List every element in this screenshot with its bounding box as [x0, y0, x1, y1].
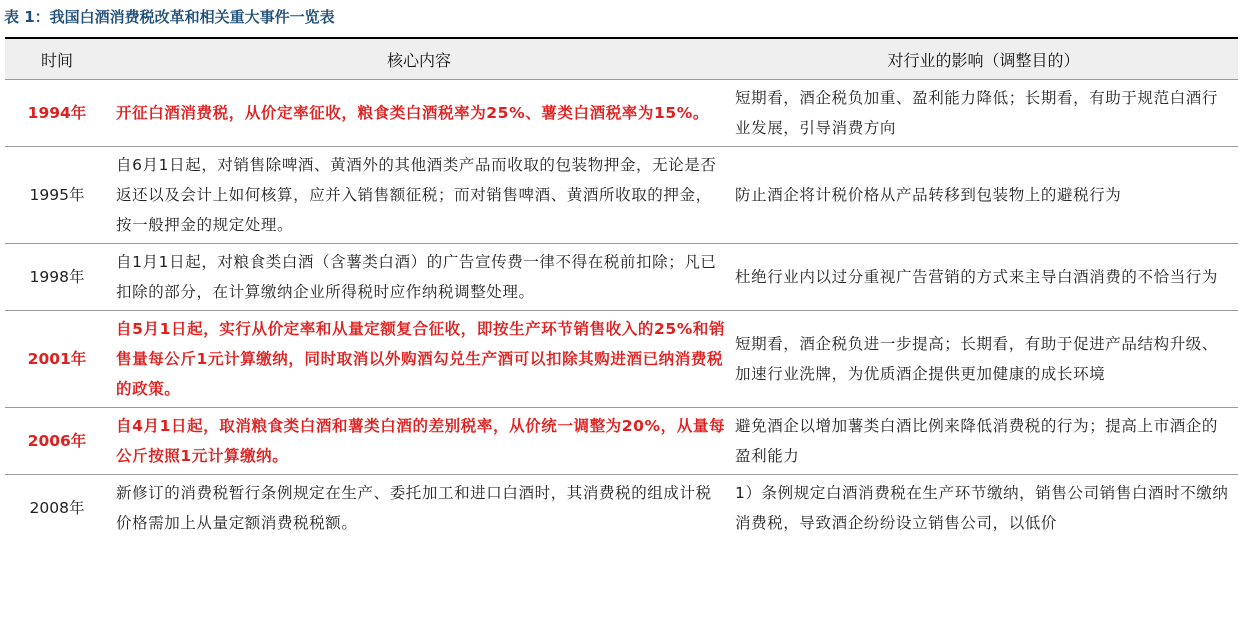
row-core-content: 自6月1日起，对销售除啤酒、黄酒外的其他酒类产品而收取的包装物押金，无论是否返还以及会计上如何核算，应并入销售额征税；而对销售啤酒、黄酒所收取的押金，按一般押金的规定处理。: [109, 147, 729, 244]
row-core-content: 自4月1日起，取消粮食类白酒和薯类白酒的差别税率，从价统一调整为20%，从量每公斤按照1元计算缴纳。: [109, 408, 729, 475]
header-industry-impact: 对行业的影响（调整目的）: [729, 38, 1238, 80]
row-time: 2006年: [5, 408, 109, 475]
table-header-row: [5, 38, 1238, 80]
table-row: [5, 408, 1238, 475]
row-time: 2001年: [5, 311, 109, 408]
row-impact: 杜绝行业内以过分重视广告营销的方式来主导白酒消费的不恰当行为: [729, 244, 1238, 311]
tax-reform-table: [5, 37, 1238, 541]
table-row: [5, 475, 1238, 542]
row-core-content: 自1月1日起，对粮食类白酒（含薯类白酒）的广告宣传费一律不得在税前扣除；凡已扣除的部分，在计算缴纳企业所得税时应作纳税调整处理。: [109, 244, 729, 311]
table-row: [5, 311, 1238, 408]
row-core-content: 自5月1日起，实行从价定率和从量定额复合征收，即按生产环节销售收入的25%和销售量每公斤1元计算缴纳，同时取消以外购酒勾兑生产酒可以扣除其购进酒已纳消费税的政策。: [109, 311, 729, 408]
table-row: [5, 244, 1238, 311]
row-time: 2008年: [29, 499, 85, 517]
row-time: 1998年: [5, 244, 109, 311]
row-impact: 短期看，酒企税负加重、盈利能力降低；长期看，有助于规范白酒行业发展，引导消费方向: [729, 80, 1238, 147]
row-time: 1995年: [5, 147, 109, 244]
row-core-content: 新修订的消费税暂行条例规定在生产、委托加工和进口白酒时，其消费税的组成计税价格需加上从量定额消费税税额。: [116, 484, 712, 532]
row-impact: 1）条例规定白酒消费税在生产环节缴纳，销售公司销售白酒时不缴纳消费税，导致酒企纷纷设立销售公司，以低价: [735, 484, 1229, 532]
header-core-content: 核心内容: [109, 38, 729, 80]
table-title: 表 1：我国白酒消费税改革和相关重大事件一览表: [4, 8, 335, 26]
row-core-content: 开征白酒消费税，从价定率征收，粮食类白酒税率为25%、薯类白酒税率为15%。: [109, 80, 729, 147]
row-impact: 避免酒企以增加薯类白酒比例来降低消费税的行为；提高上市酒企的盈利能力: [729, 408, 1238, 475]
header-time: 时间: [5, 38, 109, 80]
row-impact: 防止酒企将计税价格从产品转移到包装物上的避税行为: [729, 147, 1238, 244]
row-impact: 短期看，酒企税负进一步提高；长期看，有助于促进产品结构升级、加速行业洗牌，为优质酒企提供更加健康的成长环境: [729, 311, 1238, 408]
table-row: [5, 80, 1238, 147]
table-row: [5, 147, 1238, 244]
row-time: 1994年: [5, 80, 109, 147]
